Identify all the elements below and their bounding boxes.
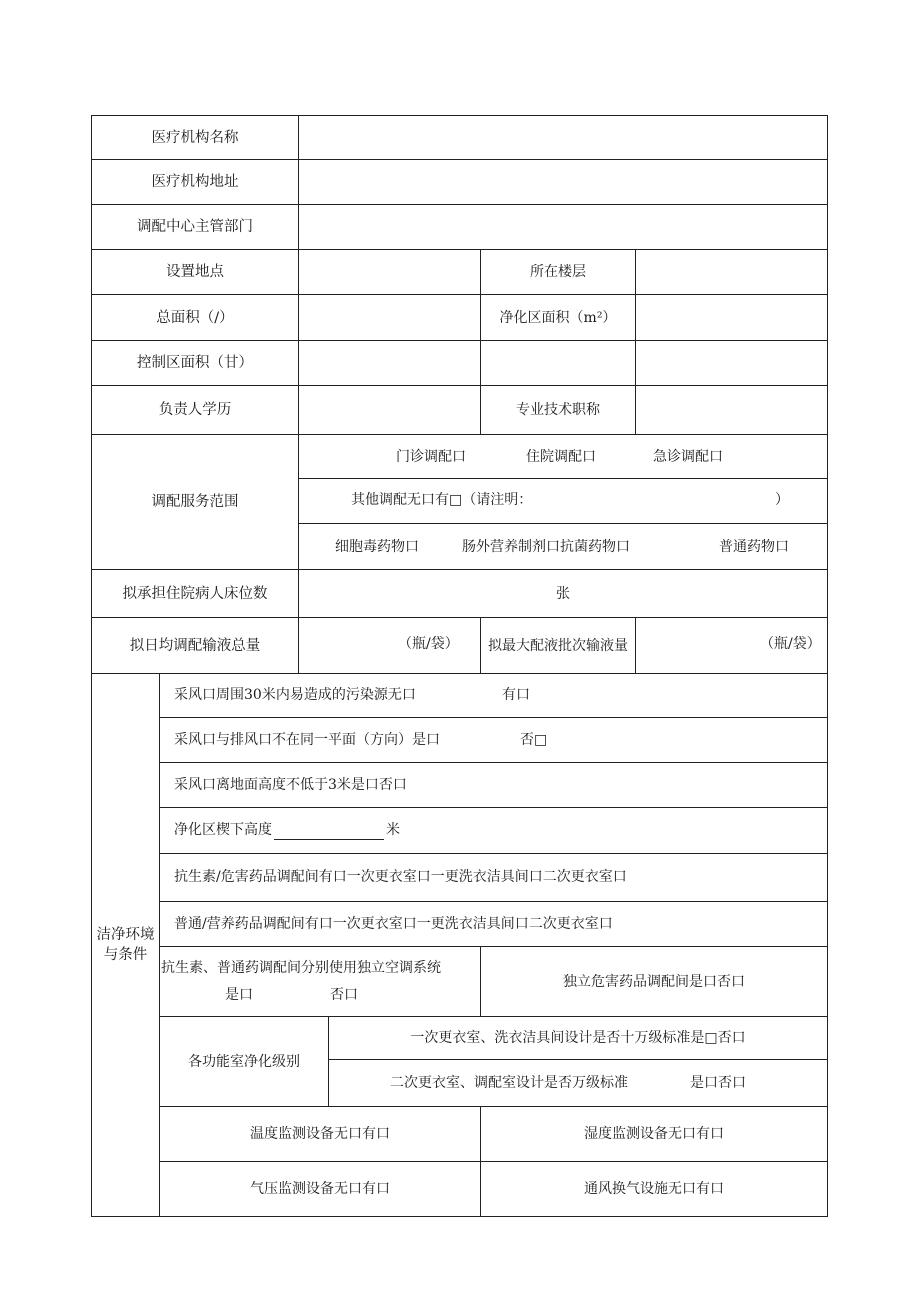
input-daily-volume[interactable] (299, 618, 394, 673)
row-divider (159, 717, 828, 718)
label-total-area: 总面积（/） (156, 309, 234, 326)
row-divider (159, 807, 828, 808)
max-batch-unit: （瓶/袋） (760, 636, 821, 652)
row-divider (298, 478, 828, 479)
input-beds[interactable] (299, 570, 827, 617)
label-prof-title: 专业技术职称 (516, 402, 600, 418)
grade-first-changing[interactable]: 一次更衣室、洗衣洁具间设计是否十万级标准是□否口 (410, 1030, 746, 1046)
input-location[interactable] (299, 250, 480, 294)
row-divider (328, 1059, 828, 1060)
label-institution-address: 医疗机构地址 (151, 174, 239, 190)
label-service-scope: 调配服务范围 (151, 494, 239, 510)
input-director-edu[interactable] (299, 386, 480, 434)
ceiling-height-input[interactable] (274, 825, 384, 840)
env-ceiling-height (174, 820, 400, 840)
label-clean-environment: 洁净环境与条件 (96, 927, 155, 963)
table-border-bottom (91, 1216, 828, 1217)
row-divider (159, 901, 828, 902)
label-dept: 调配中心主管部门 (137, 219, 253, 235)
input-institution-address[interactable] (299, 160, 827, 204)
env-hazard-room[interactable]: 独立危害药品调配间是口否口 (563, 973, 745, 990)
option-parenteral-antibiotic[interactable]: 肠外营养制剂口抗菌药物口 (462, 539, 630, 555)
input-control-area-extra[interactable] (636, 341, 827, 385)
beds-unit: 张 (556, 585, 570, 602)
row-divider (298, 523, 828, 524)
col-divider (635, 617, 636, 673)
env-separate-ac-no[interactable]: 否口 (330, 987, 358, 1003)
env-general-rooms[interactable]: 普通/营养药品调配间有口一次更衣室口一更洗衣洁具间口二次更衣室口 (174, 916, 613, 932)
env-separate-ac: 抗生素、普通药调配间分别使用独立空调系统 (161, 960, 441, 976)
input-control-area[interactable] (299, 341, 480, 385)
env-separate-ac-yes[interactable]: 是口 (225, 987, 253, 1003)
input-total-area[interactable] (299, 295, 480, 340)
label-daily-volume: 拟日均调配输液总量 (129, 637, 261, 654)
option-outpatient[interactable]: 门诊调配口 (396, 449, 466, 465)
label-institution-name: 医疗机构名称 (151, 129, 239, 146)
env-hazard-rooms[interactable]: 抗生素/危害药品调配间有口一次更衣室口一更洗衣洁具间口二次更衣室口 (174, 869, 627, 885)
env-humidity[interactable]: 湿度监测设备无口有口 (584, 1126, 724, 1142)
env-pressure[interactable]: 气压监测设备无口有口 (250, 1181, 390, 1197)
env-intake-height[interactable]: 采风口离地面高度不低于3米是口否口 (174, 777, 407, 793)
label-floor: 所在楼层 (530, 264, 586, 280)
input-floor[interactable] (636, 250, 827, 294)
label-location: 设置地点 (166, 264, 224, 280)
row-divider (159, 762, 828, 763)
env-temperature[interactable]: 温度监测设备无口有口 (250, 1126, 390, 1142)
ceiling-height-unit: 米 (386, 822, 400, 838)
option-cytotoxic[interactable]: 细胞毒药物口 (335, 539, 419, 555)
input-clean-area[interactable] (636, 295, 827, 340)
col-divider (480, 617, 481, 673)
env-intake-pollution-yes[interactable]: 有口 (502, 687, 530, 703)
label-clean-area: 净化区面积（m²） (499, 309, 617, 326)
table-border-right (827, 115, 828, 1217)
input-prof-title[interactable] (636, 386, 827, 434)
input-dept[interactable] (299, 205, 827, 249)
label-max-batch: 拟最大配液批次输液量 (488, 637, 628, 654)
daily-volume-unit: （瓶/袋） (398, 636, 459, 652)
row-divider (91, 673, 828, 674)
option-other[interactable]: 其他调配无口有□（请注明： (351, 492, 533, 508)
grade-second-changing: 二次更衣室、调配室设计是否万级标准 (390, 1075, 628, 1091)
input-institution-name[interactable] (299, 116, 827, 159)
option-inpatient[interactable]: 住院调配口 (526, 449, 596, 465)
option-other-close: ） (775, 492, 789, 508)
label-beds: 拟承担住院病人床位数 (122, 585, 268, 602)
grade-second-changing-check[interactable]: 是口否口 (690, 1075, 746, 1091)
label-director-edu: 负责人学历 (158, 402, 232, 418)
ceiling-height-label: 净化区楔下高度 (174, 822, 272, 838)
env-intake-pollution[interactable]: 采风口周围30米内易造成的污染源无口 (174, 687, 416, 703)
label-control-area: 控制区面积（甘） (137, 355, 253, 371)
row-divider (159, 853, 828, 854)
env-intake-exhaust[interactable]: 采风口与排风口不在同一平面（方向）是口 (174, 732, 440, 748)
label-grade: 各功能室净化级别 (188, 1053, 300, 1070)
option-emergency[interactable]: 急诊调配口 (653, 449, 723, 465)
env-intake-exhaust-no[interactable]: 否□ (520, 732, 548, 748)
option-general[interactable]: 普通药物口 (719, 539, 789, 555)
env-ventilation[interactable]: 通风换气设施无口有口 (584, 1181, 724, 1197)
